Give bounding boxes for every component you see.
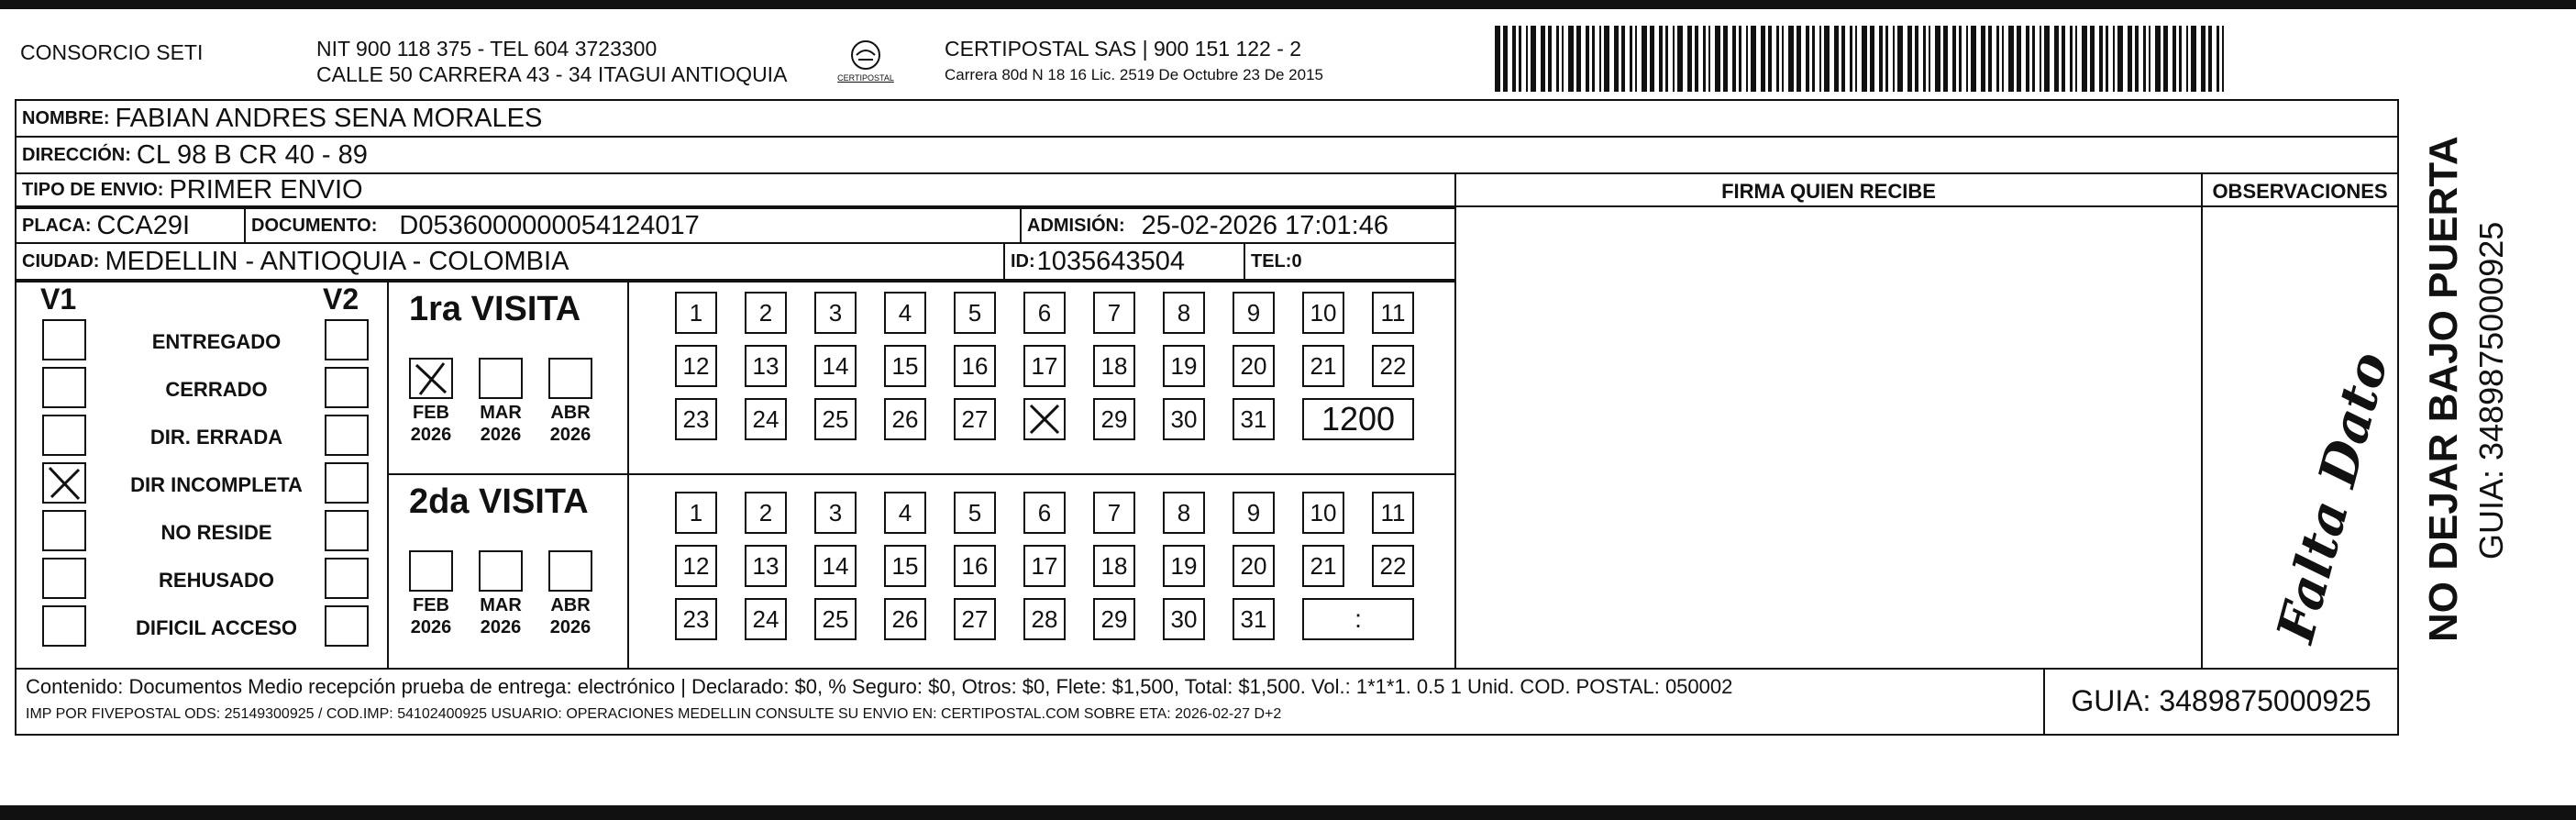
nit-line: NIT 900 118 375 - TEL 604 3723300	[316, 37, 658, 61]
status-label: ENTREGADO	[151, 330, 282, 353]
barcode-bar	[1959, 26, 1962, 92]
barcode-bar	[1797, 26, 1801, 92]
barcode-bar	[1650, 26, 1654, 92]
no-dejar-bajo-puerta: NO DEJAR BAJO PUERTA	[2421, 136, 2466, 642]
day-checkbox[interactable]: 13	[745, 545, 787, 587]
v2-checkbox[interactable]	[325, 415, 369, 456]
barcode-bar	[2135, 26, 2139, 92]
day-checkbox[interactable]: 31	[1233, 598, 1275, 640]
day-checkbox[interactable]	[1023, 398, 1066, 440]
barcode-bar	[1897, 26, 1903, 92]
day-checkbox[interactable]: 29	[1093, 598, 1135, 640]
certipostal-logo	[829, 37, 902, 90]
barcode-bar	[1782, 26, 1784, 92]
day-checkbox[interactable]: 9	[1233, 492, 1275, 534]
firma-header: FIRMA QUIEN RECIBE	[1721, 180, 1936, 203]
certipostal-line: CERTIPOSTAL SAS | 900 151 122 - 2	[945, 37, 1302, 61]
logo-text: CERTIPOSTAL	[837, 73, 894, 83]
barcode-bar	[2155, 26, 2161, 92]
barcode-bar	[1541, 26, 1545, 92]
barcode-bar	[1635, 26, 1637, 92]
month-checkbox[interactable]	[409, 358, 453, 399]
barcode-bar	[2017, 26, 2021, 92]
day-checkbox[interactable]: 13	[745, 345, 787, 387]
day-checkbox[interactable]: 28	[1023, 598, 1066, 640]
day-checkbox[interactable]: 3	[814, 492, 857, 534]
barcode-bar	[1935, 26, 1940, 92]
direccion-label: DIRECCIÓN:	[22, 144, 131, 165]
barcode-bar	[2075, 26, 2077, 92]
barcode-bar	[1568, 26, 1574, 92]
day-checkbox[interactable]: 12	[675, 345, 717, 387]
barcode-bar	[2106, 26, 2108, 92]
barcode-bar	[1952, 26, 1956, 92]
barcode-bar	[1732, 26, 1736, 92]
day-checkbox[interactable]: 30	[1163, 598, 1205, 640]
barcode-bar	[1996, 26, 1999, 92]
barcode-bar	[1739, 26, 1741, 92]
day-checkbox[interactable]: 3	[814, 292, 857, 334]
barcode-bar	[1695, 26, 1698, 92]
v2-checkbox[interactable]	[325, 319, 369, 360]
barcode-bar	[2222, 26, 2224, 92]
day-checkbox[interactable]: 17	[1023, 345, 1066, 387]
ciudad-value: MEDELLIN - ANTIOQUIA - COLOMBIA	[105, 246, 569, 276]
barcode-bar	[1659, 26, 1663, 92]
v2-checkbox[interactable]	[325, 462, 369, 504]
barcode-bar	[2143, 26, 2146, 92]
license-line: Carrera 80d N 18 16 Lic. 2519 De Octubre 23 De 2015	[945, 66, 1323, 83]
barcode-bar	[2032, 26, 2035, 92]
barcode-bar	[1562, 26, 1564, 92]
day-checkbox[interactable]: 23	[675, 598, 717, 640]
barcode-bar	[1776, 26, 1779, 92]
barcode-bar	[1819, 26, 1821, 92]
v1-checkbox[interactable]	[42, 415, 86, 456]
id-label: ID:	[1011, 250, 1035, 271]
day-checkbox[interactable]: 24	[745, 598, 787, 640]
day-checkbox[interactable]: 20	[1233, 545, 1275, 587]
day-checkbox[interactable]: 18	[1093, 545, 1135, 587]
day-checkbox[interactable]: 15	[884, 545, 926, 587]
day-checkbox[interactable]: 31	[1233, 398, 1275, 440]
day-checkbox[interactable]: 23	[675, 398, 717, 440]
id-value: 1035643504	[1036, 246, 1185, 276]
status-label: DIFICIL ACCESO	[135, 616, 297, 639]
day-checkbox[interactable]: 1	[675, 292, 717, 334]
barcode-bar	[2070, 26, 2073, 92]
v2-label: V2	[323, 283, 359, 316]
day-checkbox[interactable]: 7	[1093, 292, 1135, 334]
day-checkbox[interactable]: 21	[1302, 545, 1344, 587]
top-border-band	[0, 0, 2576, 9]
ciudad-cell	[15, 242, 1005, 281]
barcode-bar	[2172, 26, 2176, 92]
id-cell	[1003, 242, 1245, 281]
check-mark-icon	[44, 464, 84, 502]
day-checkbox[interactable]: 20	[1233, 345, 1275, 387]
barcode-bar	[1556, 26, 1559, 92]
barcode-bar	[2128, 26, 2132, 92]
documento-cell	[244, 207, 1022, 244]
barcode-bar	[1746, 26, 1748, 92]
tel-cell	[1244, 242, 1456, 281]
barcode-bar	[1715, 26, 1720, 92]
month-name: ABR	[550, 595, 591, 615]
day-checkbox[interactable]: 10	[1302, 492, 1344, 534]
status-label: DIR INCOMPLETA	[130, 473, 303, 496]
barcode-bar	[1893, 26, 1895, 92]
day-checkbox[interactable]: 15	[884, 345, 926, 387]
barcode-bar	[1806, 26, 1809, 92]
day-checkbox[interactable]: 19	[1163, 345, 1205, 387]
day-checkbox[interactable]: 18	[1093, 345, 1135, 387]
barcode-bar	[1604, 26, 1609, 92]
month-label	[464, 402, 537, 446]
barcode-bar	[2179, 26, 2182, 92]
v1-checkbox[interactable]	[42, 319, 86, 360]
day-checkbox[interactable]: 26	[884, 598, 926, 640]
v1-checkbox[interactable]	[42, 367, 86, 408]
nombre-row	[15, 99, 2399, 138]
barcode-bar	[1519, 26, 1521, 92]
barcode-bar	[1576, 26, 1581, 92]
day-checkbox[interactable]: 27	[954, 598, 996, 640]
barcode-bar	[1841, 26, 1845, 92]
barcode-bar	[1592, 26, 1595, 92]
day-checkbox[interactable]: 16	[954, 345, 996, 387]
month-label	[394, 402, 468, 446]
day-checkbox[interactable]: 21	[1302, 345, 1344, 387]
second-visit-time[interactable]: :	[1302, 598, 1414, 640]
barcode-bar	[1824, 26, 1830, 92]
observaciones-header: OBSERVACIONES	[2212, 180, 2388, 203]
barcode-bar	[1642, 26, 1647, 92]
day-checkbox[interactable]: 14	[814, 545, 857, 587]
month-checkbox[interactable]	[548, 358, 592, 399]
v2-checkbox[interactable]	[325, 367, 369, 408]
admision-label: ADMISIÓN:	[1027, 215, 1125, 236]
barcode-bar	[1548, 26, 1552, 92]
month-label	[464, 594, 537, 638]
day-checkbox[interactable]: 6	[1023, 292, 1066, 334]
barcode-bar	[2191, 26, 2196, 92]
barcode-bar	[2113, 26, 2115, 92]
barcode-bar	[2163, 26, 2168, 92]
barcode-bar	[1677, 26, 1683, 92]
barcode-bar	[2090, 26, 2095, 92]
barcode-bar	[2201, 26, 2206, 92]
barcode-bar	[1768, 26, 1772, 92]
day-checkbox[interactable]: 29	[1093, 398, 1135, 440]
month-year: 2026	[410, 617, 452, 637]
ciudad-label: CIUDAD:	[22, 250, 100, 271]
nombre-value: FABIAN ANDRES SENA MORALES	[115, 103, 543, 133]
barcode-bar	[1512, 26, 1516, 92]
month-name: FEB	[413, 595, 449, 615]
barcode-bar	[1988, 26, 1992, 92]
v1-checkbox[interactable]	[42, 510, 86, 551]
day-checkbox[interactable]: 1	[675, 492, 717, 534]
barcode-bar	[1915, 26, 1918, 92]
barcode-bar	[1885, 26, 1888, 92]
company-name: CONSORCIO SETI	[20, 40, 204, 64]
barcode-bar	[1929, 26, 1930, 92]
v1-checkbox[interactable]	[42, 558, 86, 599]
placa-cell	[15, 207, 246, 244]
month-name: MAR	[480, 403, 522, 423]
month-label	[534, 594, 607, 638]
day-checkbox[interactable]: 11	[1372, 292, 1414, 334]
month-checkbox[interactable]	[479, 358, 523, 399]
status-label: CERRADO	[165, 378, 268, 401]
placa-label: PLACA:	[22, 215, 92, 236]
day-checkbox[interactable]: 25	[814, 598, 857, 640]
day-checkbox[interactable]: 17	[1023, 545, 1066, 587]
day-checkbox[interactable]: 24	[745, 398, 787, 440]
day-checkbox[interactable]: 14	[814, 345, 857, 387]
barcode-bar	[1526, 26, 1528, 92]
side-guia: GUIA: 3489875000925	[2472, 221, 2510, 560]
v1-checkbox[interactable]	[42, 462, 86, 504]
barcode-bar	[2008, 26, 2014, 92]
barcode-bar	[1761, 26, 1765, 92]
tel-label: TEL:	[1251, 250, 1292, 271]
placa-value: CCA29I	[96, 210, 191, 240]
barcode-bar	[1708, 26, 1710, 92]
barcode-bar	[2149, 26, 2150, 92]
day-checkbox[interactable]: 22	[1372, 345, 1414, 387]
barcode-bar	[1630, 26, 1632, 92]
barcode-bar	[1943, 26, 1948, 92]
barcode-bar	[1723, 26, 1728, 92]
check-mark-icon	[411, 360, 451, 397]
admision-cell	[1020, 207, 1456, 244]
month-year: 2026	[549, 617, 591, 637]
barcode-bar	[1855, 26, 1857, 92]
day-checkbox[interactable]: 4	[884, 492, 926, 534]
observaciones-header-divider	[2201, 205, 2399, 207]
bottom-border-band	[0, 805, 2576, 820]
documento-label: DOCUMENTO:	[251, 215, 378, 236]
month-name: MAR	[480, 595, 522, 615]
month-year: 2026	[410, 425, 452, 445]
footer-imp-line: IMP POR FIVEPOSTAL ODS: 25149300925 / COD.IMP: 54102400925 USUARIO: OPERACIONES MEDELLIN CONSULTE SU ENVIO EN: CERTIPOSTAL.COM SOBRE ETA: 2026-02-27 D+2	[26, 706, 1282, 722]
barcode-bar	[1879, 26, 1883, 92]
first-visit-time[interactable]: 1200	[1302, 398, 1414, 440]
month-label	[394, 594, 468, 638]
barcode-bar	[2002, 26, 2004, 92]
day-checkbox[interactable]: 10	[1302, 292, 1344, 334]
barcode-bar	[2099, 26, 2103, 92]
barcode-image	[1495, 26, 2228, 92]
day-checkbox[interactable]: 27	[954, 398, 996, 440]
month-checkbox[interactable]	[479, 550, 523, 592]
month-checkbox[interactable]	[548, 550, 592, 592]
barcode-bar	[1870, 26, 1874, 92]
day-checkbox[interactable]: 9	[1233, 292, 1275, 334]
first-visit-title: 1ra VISITA	[409, 290, 581, 328]
day-checkbox[interactable]: 26	[884, 398, 926, 440]
v2-checkbox[interactable]	[325, 558, 369, 599]
tipo-envio-value: PRIMER ENVIO	[169, 174, 363, 205]
month-label	[534, 402, 607, 446]
barcode-bar	[1850, 26, 1852, 92]
tel-value: 0	[1291, 250, 1302, 271]
direccion-value: CL 98 B CR 40 - 89	[136, 139, 368, 170]
barcode-bar	[1812, 26, 1815, 92]
day-checkbox[interactable]: 4	[884, 292, 926, 334]
barcode-bar	[1614, 26, 1619, 92]
day-checkbox[interactable]: 30	[1163, 398, 1205, 440]
documento-value: D0536000000054124017	[399, 210, 700, 240]
address-line: CALLE 50 CARRERA 43 - 34 ITAGUI ANTIOQUIA	[316, 62, 788, 86]
barcode	[1495, 26, 2228, 92]
barcode-bar	[1531, 26, 1536, 92]
direccion-row	[15, 136, 2399, 174]
v1-label: V1	[40, 283, 77, 316]
v2-checkbox[interactable]	[325, 510, 369, 551]
day-checkbox[interactable]: 5	[954, 492, 996, 534]
barcode-bar	[1971, 26, 1976, 92]
day-checkbox[interactable]: 16	[954, 545, 996, 587]
day-checkbox[interactable]: 5	[954, 292, 996, 334]
firma-header-divider	[1454, 205, 2203, 207]
v2-checkbox[interactable]	[325, 605, 369, 647]
day-checkbox[interactable]: 8	[1163, 292, 1205, 334]
nombre-label: NOMBRE:	[22, 107, 110, 128]
barcode-bar	[2062, 26, 2065, 92]
barcode-bar	[1751, 26, 1756, 92]
barcode-bar	[2082, 26, 2087, 92]
barcode-bar	[2186, 26, 2188, 92]
status-label: REHUSADO	[159, 569, 274, 592]
barcode-bar	[1907, 26, 1912, 92]
barcode-bar	[1673, 26, 1675, 92]
handwritten-note: Falta Dato	[2265, 346, 2401, 649]
second-visit-title: 2da VISITA	[409, 482, 589, 521]
barcode-bar	[2040, 26, 2041, 92]
barcode-bar	[1495, 26, 1500, 92]
footer-guia-text: GUIA: 3489875000925	[2071, 684, 2371, 717]
barcode-bar	[1586, 26, 1589, 92]
month-name: ABR	[550, 403, 591, 423]
day-checkbox[interactable]: 2	[745, 292, 787, 334]
day-checkbox[interactable]: 7	[1093, 492, 1135, 534]
barcode-bar	[1966, 26, 1968, 92]
barcode-bar	[2054, 26, 2059, 92]
day-checkbox[interactable]: 25	[814, 398, 857, 440]
barcode-bar	[1923, 26, 1926, 92]
day-checkbox[interactable]: 12	[675, 545, 717, 587]
barcode-bar	[1703, 26, 1706, 92]
barcode-bar	[2208, 26, 2212, 92]
tipo-envio-label: TIPO DE ENVIO:	[22, 179, 164, 200]
day-checkbox[interactable]: 19	[1163, 545, 1205, 587]
firma-column	[1454, 172, 2203, 670]
status-label: NO RESIDE	[160, 521, 272, 544]
month-year: 2026	[480, 425, 522, 445]
day-checkbox[interactable]: 2	[745, 492, 787, 534]
month-year: 2026	[480, 617, 522, 637]
barcode-bar	[1665, 26, 1668, 92]
barcode-bar	[2117, 26, 2123, 92]
barcode-bar	[1599, 26, 1601, 92]
month-name: FEB	[413, 403, 449, 423]
footer-contenido: Contenido: Documentos Medio recepción prueba de entrega: electrónico | Declarado: $0, % Seguro: $0, Otros: $0, Flete: $1,500, Total: $1,500. Vol.: 1*1*1. 0.5 1 Unid. COD. POSTAL: 050002	[26, 675, 1733, 698]
day-checkbox[interactable]: 11	[1372, 492, 1414, 534]
tipo-envio-row	[15, 172, 1456, 207]
barcode-bar	[1981, 26, 1985, 92]
barcode-bar	[1834, 26, 1839, 92]
barcode-bar	[1687, 26, 1692, 92]
month-checkbox[interactable]	[409, 550, 453, 592]
day-checkbox[interactable]: 22	[1372, 545, 1414, 587]
month-year: 2026	[549, 425, 591, 445]
barcode-bar	[1621, 26, 1625, 92]
barcode-bar	[2026, 26, 2029, 92]
v1-checkbox[interactable]	[42, 605, 86, 647]
barcode-bar	[1503, 26, 1508, 92]
status-label: DIR. ERRADA	[149, 426, 283, 449]
barcode-bar	[1788, 26, 1794, 92]
barcode-bar	[1862, 26, 1867, 92]
check-mark-icon	[1025, 400, 1064, 438]
day-checkbox[interactable]: 6	[1023, 492, 1066, 534]
day-checkbox[interactable]: 8	[1163, 492, 1205, 534]
admision-value: 25-02-2026 17:01:46	[1141, 210, 1388, 240]
barcode-bar	[2217, 26, 2219, 92]
barcode-bar	[2044, 26, 2050, 92]
